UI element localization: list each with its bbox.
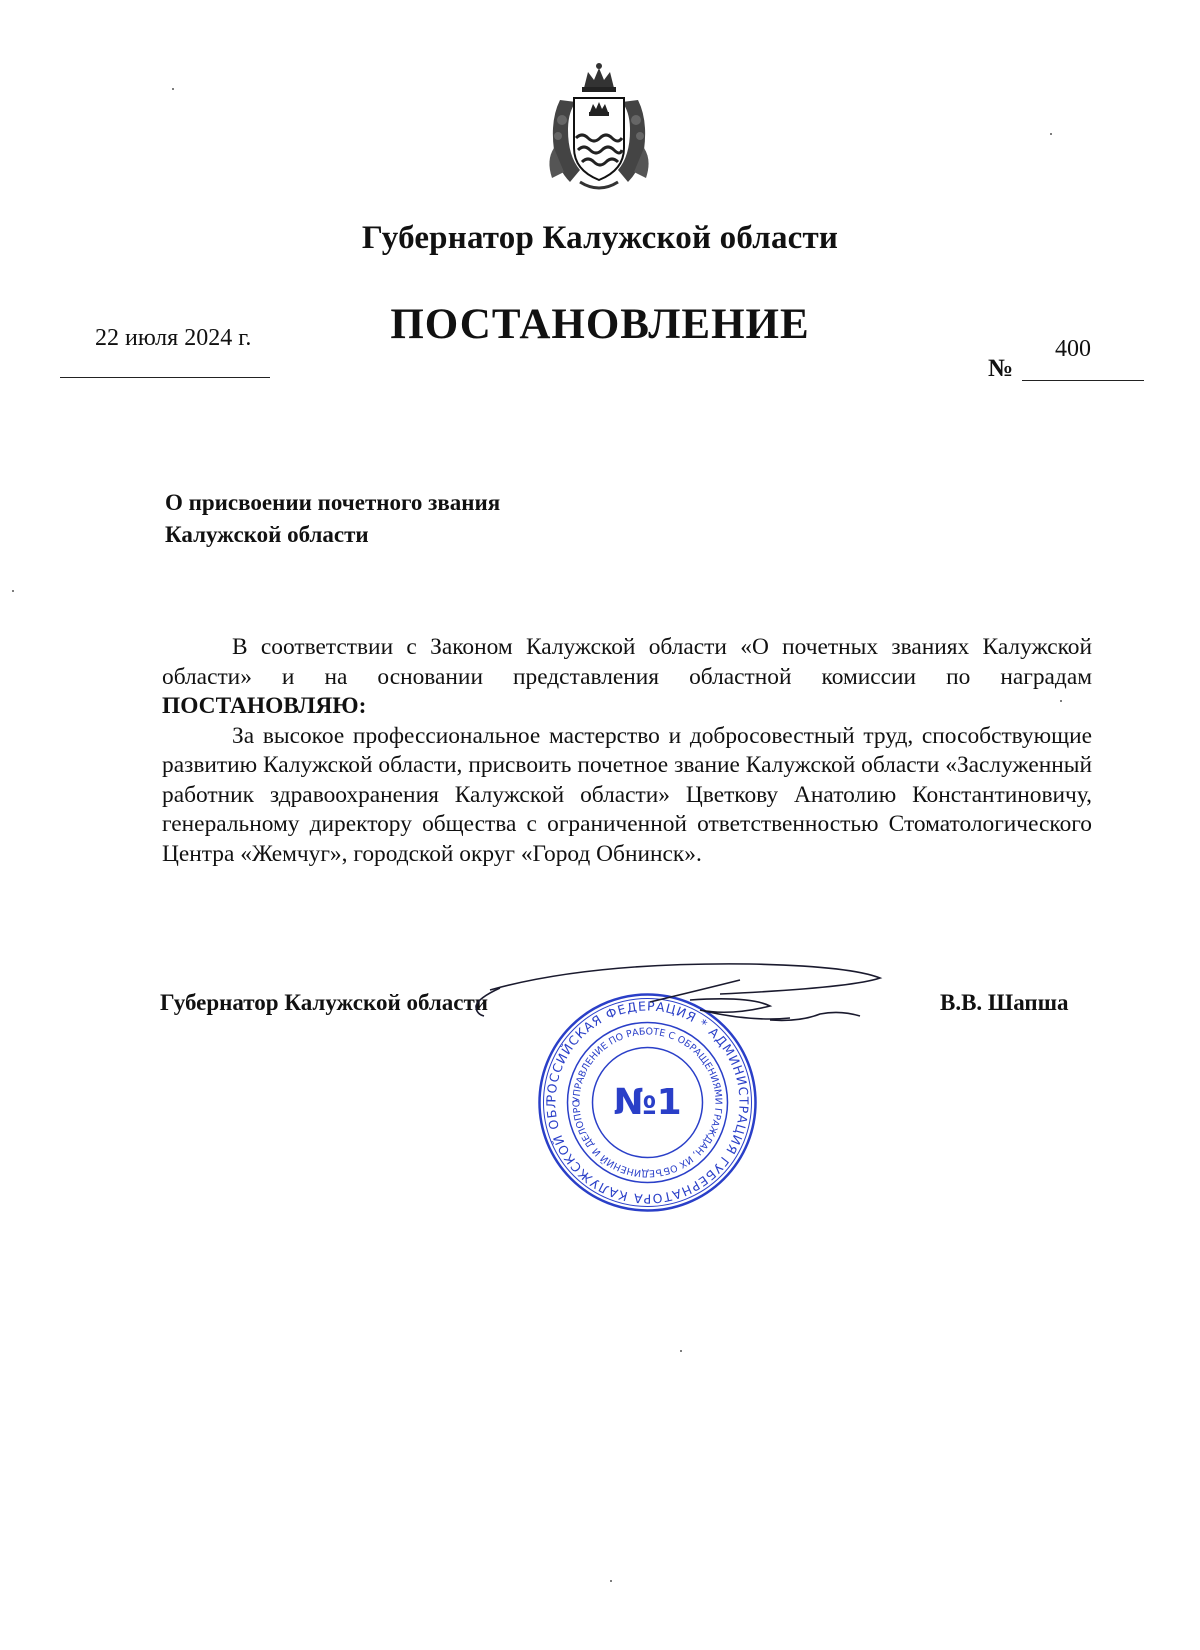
subject-line-2: Калужской области (165, 522, 369, 547)
scan-speck (12, 590, 14, 592)
scan-speck (172, 88, 174, 90)
subject-line-1: О присвоении почетного звания (165, 490, 501, 515)
body-paragraph-1 (162, 633, 1092, 722)
number-underline (1022, 380, 1144, 381)
signatory-name: В.В. Шапша (940, 990, 1069, 1015)
document-date: 22 июля 2024 г. (95, 325, 252, 351)
resolution-keyword: ПОСТАНОВЛЯЮ: (162, 693, 367, 719)
coat-of-arms-icon (540, 60, 658, 195)
number-label: № (988, 355, 1014, 382)
scan-speck (680, 1350, 682, 1352)
stamp-inner-text: УПРАВЛЕНИЕ ПО РАБОТЕ С ОБРАЩЕНИЯМИ ГРАЖДАН, ИХ ОБЪЕДИНЕНИЙ И ДЕЛОПРО (571, 1026, 724, 1179)
document-body (162, 633, 1092, 869)
signatory-position: Губернатор Калужской области (160, 990, 489, 1015)
issuing-authority: Губернатор Калужской области (361, 220, 839, 256)
scan-speck (1060, 700, 1062, 702)
stamp-number: №1 (613, 1082, 682, 1123)
document-number: 400 (1055, 336, 1091, 362)
date-underline (60, 377, 270, 378)
scan-speck (610, 1580, 612, 1582)
scan-speck (1050, 133, 1052, 135)
handwritten-signature (470, 960, 950, 1060)
preamble-text: В соответствии с Законом Калужской области «О почетных званиях Калужской области» и на основании представления областной комиссии по наградам (162, 634, 1092, 690)
stamp-outer-text: РОССИЙСКАЯ ФЕДЕРАЦИЯ * АДМИНИСТРАЦИЯ ГУБЕРНАТОРА КАЛУЖСКОЙ ОБЛ (543, 998, 752, 1207)
body-paragraph-2: За высокое профессиональное мастерство и добросовестный труд, способствующие развитию Калужской области, присвоить почетное звание Калужской области «Заслуженный работник здравоохранения Калужской области» Цветкову Анатолию Константиновичу, генеральному директору общества с ограниченной ответственностью Стоматологического Центра «Жемчуг», городской округ «Город Обнинск». (162, 722, 1092, 867)
document-subject (165, 487, 500, 551)
document-type-title: ПОСТАНОВЛЕНИЕ (390, 301, 810, 348)
